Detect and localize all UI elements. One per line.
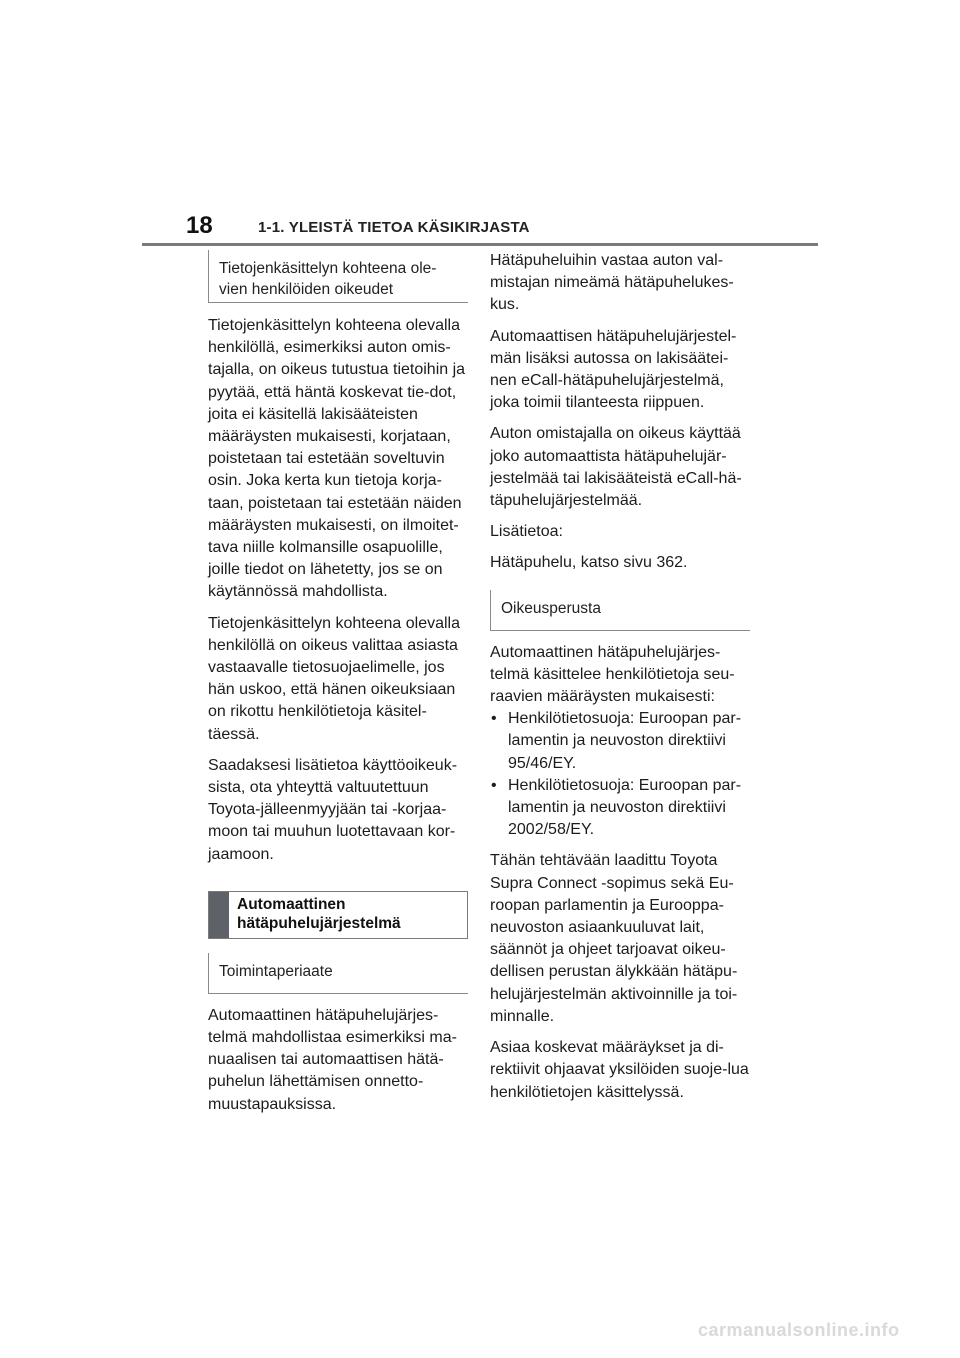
paragraph: Lisätietoa: [490, 523, 563, 541]
paragraph: Tietojenkäsittelyn kohteena olevalla henkilöllä on oikeus valittaa asiasta vastaavalle tietosuojaelimelle, jos hän uskoo, että hänen oikeuksiaan on rikottu henkilötietoja käsitel-täessä. [208, 614, 461, 743]
right-column [490, 250, 750, 1113]
paragraph: Tähän tehtävään laadittu Toyota Supra Connect -sopimus sekä Eu-roopan parlamentin ja Eurooppa-neuvoston asiaankuuluvat lait, säännöt ja ohjeet tarjoavat oikeu-dellisen perustan älykkään hätäpu-helujärjestelmän aktivoinnille ja toi-minnalle. [490, 852, 738, 1025]
paragraph: Asiaa koskevat määräykset ja di-rektiivit ohjaavat yksilöiden suoje-lua henkilötietojen käsittelyssä. [490, 1039, 749, 1101]
section-heading-box [208, 891, 468, 939]
paragraph: Automaattinen hätäpuhelujärjes-telmä mahdollistaa esimerkiksi ma-nuaalisen tai automaattisen hätä-puhelun lähettämisen onnetto-muustapauksissa. [208, 1006, 457, 1113]
section-subheading-operating-principle: Toimintaperiaate [208, 953, 468, 994]
section-heading-title: Automaattinen hätäpuhelujärjestelmä [237, 895, 401, 932]
paragraph: Auton omistajalla on oikeus käyttää joko automaattista hätäpuhelujär-jestelmää tai lakisääteistä eCall-hä-täpuhelujärjestelmää. [490, 425, 742, 510]
section-heading-bar [209, 892, 229, 938]
bullet-marker: • [491, 710, 497, 728]
list-item: • Henkilötietosuoja: Euroopan par-lamentin ja neuvoston direktiivi 2002/58/EY. [491, 776, 742, 839]
paragraph: Hätäpuhelu, katso sivu 362. [490, 554, 688, 572]
list-item: • Henkilötietosuoja: Euroopan par-lamentin ja neuvoston direktiivi 95/46/EY. [491, 710, 742, 772]
left-column [208, 250, 468, 1125]
watermark: carmanualsonline.info [698, 1320, 900, 1340]
page-header [0, 0, 960, 250]
bullet-marker: • [491, 776, 497, 794]
header-rule [142, 243, 818, 246]
paragraph: Automaattinen hätäpuhelujärjes-telmä käsittelee henkilötietoja seu-raavien määräysten mukaisesti: [490, 643, 735, 706]
page-number: 18 [186, 212, 213, 239]
chapter-title: 1-1. YLEISTÄ TIETOA KÄSIKIRJASTA [258, 219, 530, 236]
paragraph: Saadaksesi lisätietoa käyttöoikeuk-sista, ota yhteyttä valtuutettuun Toyota-jälleenmyyjään tai -korjaa-moon tai muuhun luotettavaan kor-jaamoon. [208, 756, 458, 863]
paragraph: Tietojenkäsittelyn kohteena olevalla henkilöllä, esimerkiksi auton omis-tajalla, on oikeus tutustua tietoihin ja pyytää, että häntä koskevat tie-dot, joita ei käsitellä lakisääteisten määräysten mukaisesti, korjataan, poistetaan tai estetään soveltuvin osin. Joka kerta kun tietoja korja-taan, poistetaan tai estetään näiden määräysten mukaisesti, on ilmoitet-tava niille kolmansille osapuolille, joille tiedot on lähetetty, jos se on käytännössä mahdollista. [208, 317, 466, 601]
bullet-list [490, 708, 750, 841]
paragraph: Automaattisen hätäpuhelujärjestel-män lisäksi autossa on lakisäätei-nen eCall-hätäpuhelujärjestelmä, joka toimii tilanteesta riippuen. [490, 327, 737, 412]
paragraph: Hätäpuheluihin vastaa auton val-mistajan nimeämä hätäpuhelukes-kus. [490, 252, 734, 314]
section-subheading-legal-basis: Oikeusperusta [490, 590, 750, 631]
section-subheading-data-subject-rights: Tietojenkäsittelyn kohteena ole- vien henkilöiden oikeudet [208, 250, 468, 303]
